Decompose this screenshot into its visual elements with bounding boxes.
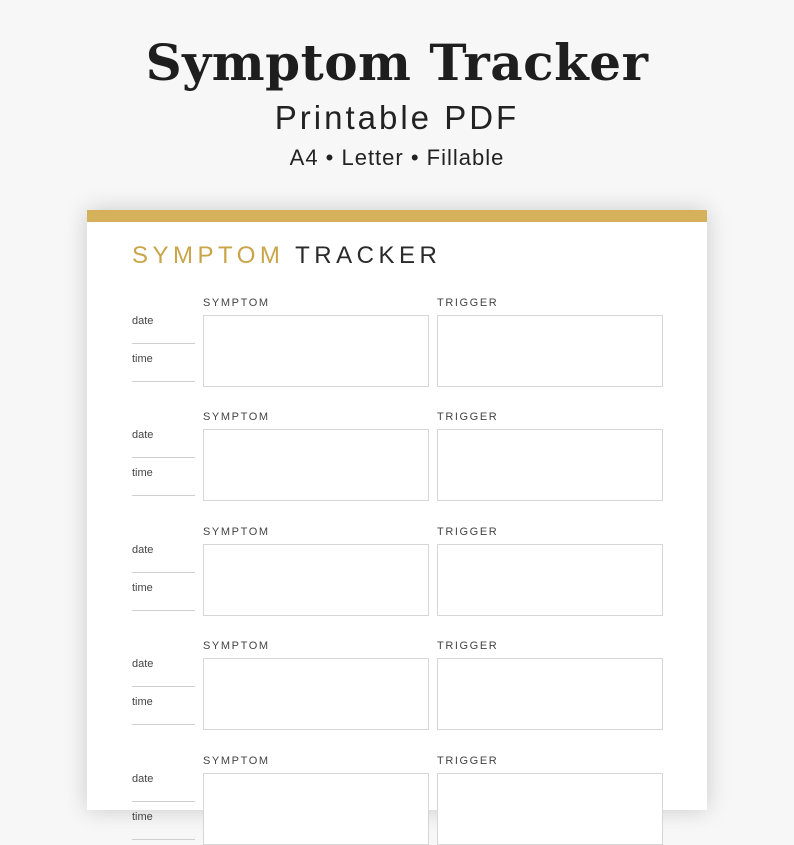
entry-3 bbox=[87, 439, 707, 594]
trigger-column-label: TRIGGER bbox=[437, 755, 499, 767]
hero-formats: A4 • Letter • Fillable bbox=[289, 145, 505, 170]
entry-2 bbox=[87, 324, 707, 479]
date-label: date bbox=[132, 429, 154, 441]
tracker-sheet bbox=[87, 210, 707, 823]
heading-symptom-word: SYMPTOM bbox=[132, 242, 285, 269]
date-label: date bbox=[132, 658, 154, 670]
symptom-box[interactable] bbox=[203, 773, 429, 845]
time-label: time bbox=[132, 696, 153, 708]
entry-5 bbox=[87, 668, 707, 823]
hero-title: Symptom Tracker bbox=[145, 33, 649, 92]
symptom-column-label: SYMPTOM bbox=[203, 411, 270, 423]
date-label: date bbox=[132, 773, 154, 785]
time-label: time bbox=[132, 582, 153, 594]
time-label: time bbox=[132, 353, 153, 365]
date-label: date bbox=[132, 315, 154, 327]
hero-subtitle: Printable PDF bbox=[274, 99, 520, 136]
symptom-column-label: SYMPTOM bbox=[203, 755, 270, 767]
trigger-column-label: TRIGGER bbox=[437, 411, 499, 423]
entry-1 bbox=[87, 210, 707, 365]
time-label: time bbox=[132, 467, 153, 479]
symptom-column-label: SYMPTOM bbox=[203, 297, 270, 309]
date-field[interactable] bbox=[132, 801, 195, 802]
symptom-column-label: SYMPTOM bbox=[203, 526, 270, 538]
trigger-box[interactable] bbox=[437, 773, 663, 845]
date-label: date bbox=[132, 544, 154, 556]
time-label: time bbox=[132, 811, 153, 823]
entry-4 bbox=[87, 553, 707, 708]
trigger-column-label: TRIGGER bbox=[437, 526, 499, 538]
time-field[interactable] bbox=[132, 839, 195, 840]
trigger-column-label: TRIGGER bbox=[437, 640, 499, 652]
heading-tracker-word: TRACKER bbox=[295, 242, 442, 269]
symptom-column-label: SYMPTOM bbox=[203, 640, 270, 652]
trigger-column-label: TRIGGER bbox=[437, 297, 499, 309]
